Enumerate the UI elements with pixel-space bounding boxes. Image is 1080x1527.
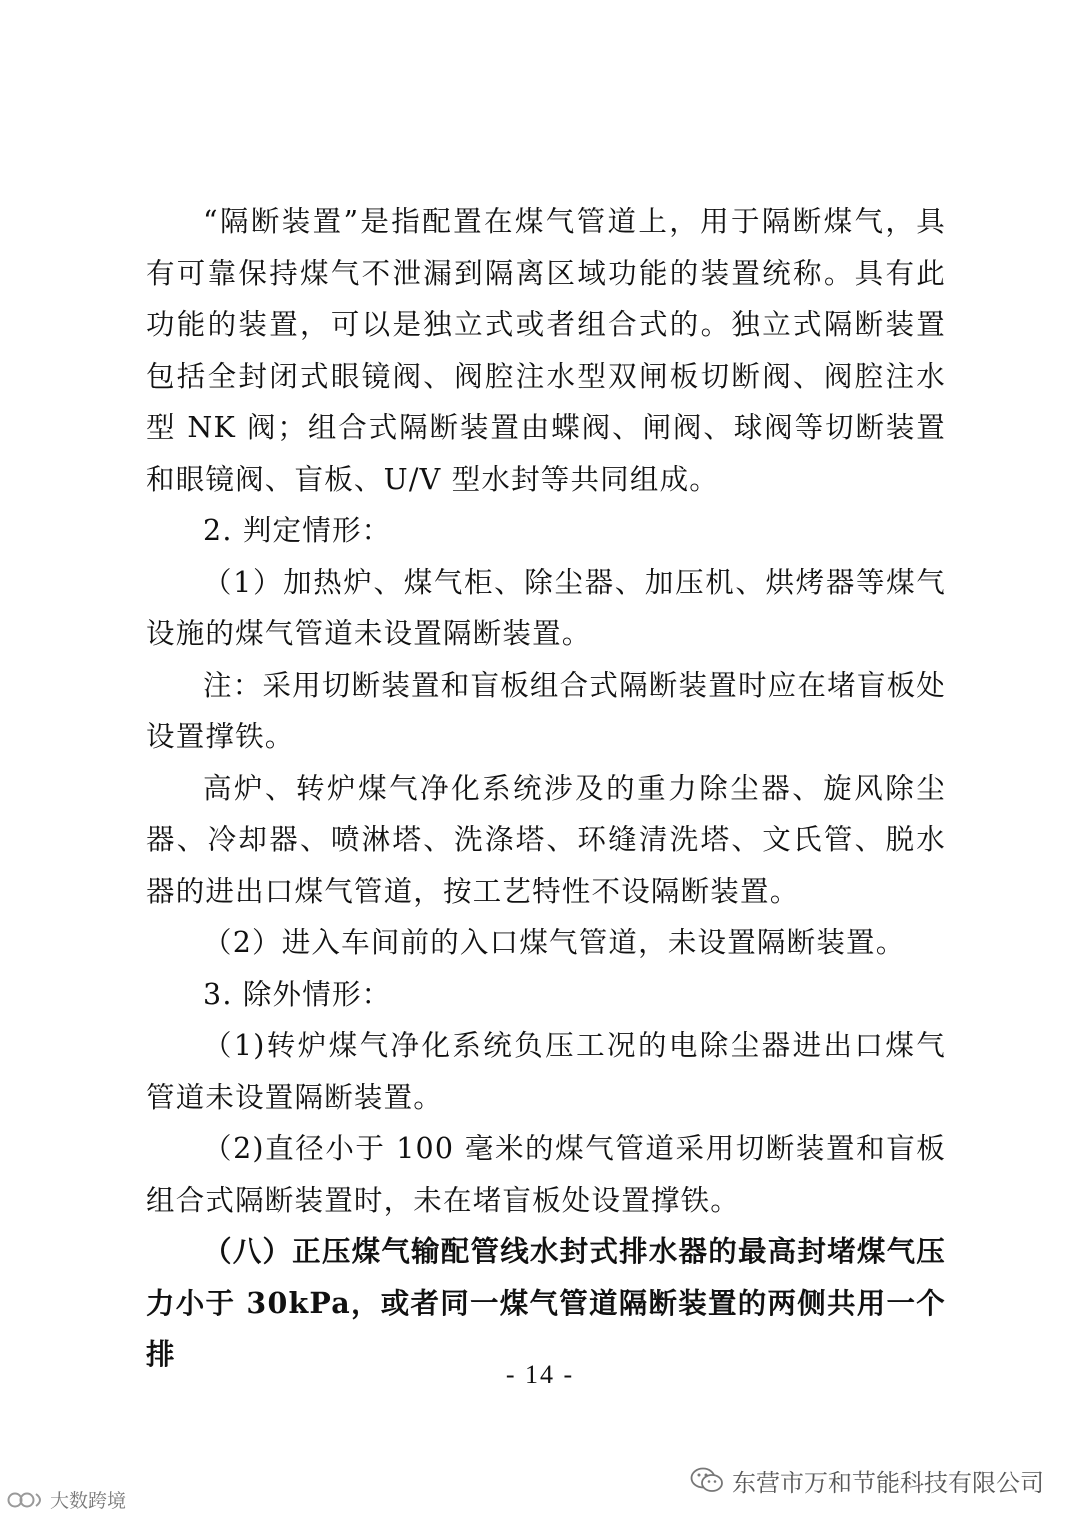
wechat-icon — [690, 1466, 724, 1494]
paragraph-exception-2: （2)直径小于 100 毫米的煤气管道采用切断装置和盲板组合式隔断装置时，未在堵盲板处设置撑铁。 — [146, 1132, 946, 1217]
watermark-source-text: 大数跨境 — [50, 1490, 127, 1512]
paragraph-case-2: （2）进入车间前的入口煤气管道，未设置隔断装置。 — [203, 926, 906, 959]
paragraph-definition: “隔断装置”是指配置在煤气管道上，用于隔断煤气，具有可靠保持煤气不泄漏到隔离区域功能的装置统称。具有此功能的装置，可以是独立式或者组合式的。独立式隔断装置包括全封闭式眼镜阀、阀腔注水型双闸板切断阀、阀腔注水型 NK 阀；组合式隔断装置由蝶阀、闸阀、球阀等切断装置和眼镜阀、盲板、U/V 型水封等共同组成。 — [146, 205, 946, 496]
paragraph-case-1: （1）加热炉、煤气柜、除尘器、加压机、烘烤器等煤气设施的煤气管道未设置隔断装置。 — [146, 565, 946, 650]
watermark-source — [6, 1486, 126, 1513]
heading-judgement-cases: 2. 判定情形： — [203, 514, 392, 547]
paragraph-note: 注：采用切断装置和盲板组合式隔断装置时应在堵盲板处设置撑铁。 — [146, 668, 946, 753]
paragraph-exception-1: （1)转炉煤气净化系统负压工况的电除尘器进出口煤气管道未设置隔断装置。 — [146, 1029, 946, 1114]
paragraph-blast-furnace: 高炉、转炉煤气净化系统涉及的重力除尘器、旋风除尘器、冷却器、喷淋塔、洗涤塔、环缝清洗塔、文氏管、脱水器的进出口煤气管道，按工艺特性不设隔断装置。 — [146, 771, 946, 908]
document-body — [146, 196, 946, 1381]
paragraph-section-8: （八）正压煤气输配管线水封式排水器的最高封堵煤气压力小于 30kPa，或者同一煤气管道隔断装置的两侧共用一个排 — [146, 1234, 946, 1371]
watermark-company — [690, 1460, 1044, 1500]
logo-mark — [6, 1488, 46, 1512]
heading-exception-cases: 3. 除外情形： — [203, 977, 392, 1011]
page-number: - 14 - — [505, 1360, 575, 1389]
watermark-company-text: 东营市万和节能科技有限公司 — [732, 1468, 1044, 1497]
